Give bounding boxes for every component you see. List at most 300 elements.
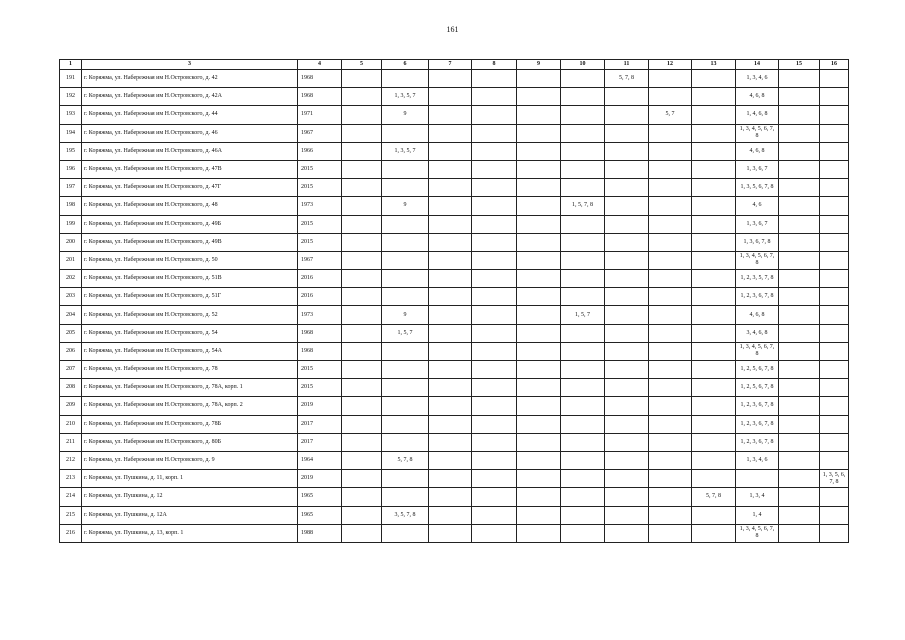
- col-9-cell: [517, 524, 561, 542]
- col-10-cell: [561, 506, 605, 524]
- col-12-cell: [649, 233, 692, 251]
- col-11-cell: [605, 197, 649, 215]
- table-row: [60, 342, 849, 360]
- col-8-cell: [472, 306, 517, 324]
- column-header: 1: [60, 60, 82, 70]
- col-13-cell: [692, 361, 736, 379]
- col-5-cell: [342, 288, 382, 306]
- row-number: 207: [60, 361, 82, 379]
- col-9-cell: [517, 88, 561, 106]
- col-13-cell: [692, 342, 736, 360]
- col-16-cell: [820, 270, 849, 288]
- col-7-cell: [429, 251, 472, 269]
- col-10-cell: [561, 470, 605, 488]
- col-14-cell: 1, 3, 4, 5, 6, 7, 8: [736, 251, 779, 269]
- col-14-cell: 1, 2, 3, 5, 7, 8: [736, 270, 779, 288]
- col-10-cell: [561, 379, 605, 397]
- col-6-cell: 9: [382, 106, 429, 124]
- col-16-cell: [820, 524, 849, 542]
- col-9-cell: [517, 270, 561, 288]
- col-12-cell: [649, 197, 692, 215]
- table-row: [60, 433, 849, 451]
- col-10-cell: [561, 524, 605, 542]
- col-5-cell: [342, 233, 382, 251]
- col-11-cell: [605, 142, 649, 160]
- col-7-cell: [429, 415, 472, 433]
- year-cell: 1968: [298, 70, 342, 88]
- address-cell: г. Коряжма, ул. Набережная им Н.Островского, д. 78: [82, 361, 298, 379]
- col-8-cell: [472, 342, 517, 360]
- col-12-cell: [649, 361, 692, 379]
- col-13-cell: [692, 506, 736, 524]
- row-number: 199: [60, 215, 82, 233]
- col-8-cell: [472, 361, 517, 379]
- table-row: [60, 233, 849, 251]
- col-15-cell: [779, 70, 820, 88]
- col-16-cell: [820, 197, 849, 215]
- col-5-cell: [342, 506, 382, 524]
- col-16-cell: [820, 379, 849, 397]
- col-11-cell: [605, 488, 649, 506]
- col-15-cell: [779, 197, 820, 215]
- row-number: 209: [60, 397, 82, 415]
- col-8-cell: [472, 160, 517, 178]
- col-5-cell: [342, 361, 382, 379]
- col-8-cell: [472, 506, 517, 524]
- row-number: 208: [60, 379, 82, 397]
- row-number: 194: [60, 124, 82, 142]
- col-10-cell: [561, 215, 605, 233]
- address-cell: г. Коряжма, ул. Набережная им Н.Островского, д. 46А: [82, 142, 298, 160]
- col-13-cell: [692, 124, 736, 142]
- col-5-cell: [342, 215, 382, 233]
- col-14-cell: 1, 3, 6, 7, 8: [736, 233, 779, 251]
- col-15-cell: [779, 488, 820, 506]
- col-8-cell: [472, 470, 517, 488]
- col-5-cell: [342, 470, 382, 488]
- col-16-cell: [820, 288, 849, 306]
- col-6-cell: [382, 179, 429, 197]
- col-10-cell: [561, 488, 605, 506]
- col-15-cell: [779, 433, 820, 451]
- year-cell: 1973: [298, 197, 342, 215]
- col-6-cell: [382, 270, 429, 288]
- col-16-cell: [820, 506, 849, 524]
- address-cell: г. Коряжма, ул. Набережная им Н.Островского, д. 78А, корп. 2: [82, 397, 298, 415]
- col-14-cell: 1, 3, 4, 5, 6, 7, 8: [736, 124, 779, 142]
- col-6-cell: [382, 251, 429, 269]
- col-12-cell: [649, 70, 692, 88]
- row-number: 192: [60, 88, 82, 106]
- address-cell: г. Коряжма, ул. Набережная им Н.Островского, д. 78А, корп. 1: [82, 379, 298, 397]
- col-15-cell: [779, 451, 820, 469]
- address-cell: г. Коряжма, ул. Пушкина, д. 12: [82, 488, 298, 506]
- table-row: [60, 488, 849, 506]
- col-11-cell: [605, 361, 649, 379]
- col-15-cell: [779, 306, 820, 324]
- col-5-cell: [342, 524, 382, 542]
- col-9-cell: [517, 142, 561, 160]
- col-8-cell: [472, 324, 517, 342]
- col-11-cell: [605, 433, 649, 451]
- table-row: [60, 470, 849, 488]
- col-13-cell: [692, 142, 736, 160]
- col-9-cell: [517, 361, 561, 379]
- col-13-cell: [692, 524, 736, 542]
- column-header: 3: [82, 60, 298, 70]
- col-15-cell: [779, 342, 820, 360]
- col-12-cell: [649, 124, 692, 142]
- col-7-cell: [429, 124, 472, 142]
- col-13-cell: [692, 288, 736, 306]
- col-14-cell: 4, 6, 8: [736, 142, 779, 160]
- col-12-cell: [649, 160, 692, 178]
- table-row: [60, 397, 849, 415]
- table-row: [60, 451, 849, 469]
- col-7-cell: [429, 433, 472, 451]
- col-15-cell: [779, 361, 820, 379]
- col-15-cell: [779, 324, 820, 342]
- col-9-cell: [517, 415, 561, 433]
- row-number: 201: [60, 251, 82, 269]
- col-16-cell: [820, 160, 849, 178]
- column-header: 15: [779, 60, 820, 70]
- col-13-cell: [692, 270, 736, 288]
- col-15-cell: [779, 415, 820, 433]
- column-header: 7: [429, 60, 472, 70]
- col-6-cell: 9: [382, 197, 429, 215]
- col-15-cell: [779, 88, 820, 106]
- col-14-cell: 4, 6, 8: [736, 88, 779, 106]
- year-cell: 2015: [298, 361, 342, 379]
- col-9-cell: [517, 488, 561, 506]
- col-5-cell: [342, 433, 382, 451]
- col-16-cell: [820, 361, 849, 379]
- col-10-cell: [561, 397, 605, 415]
- col-10-cell: [561, 361, 605, 379]
- col-15-cell: [779, 506, 820, 524]
- col-7-cell: [429, 506, 472, 524]
- col-6-cell: [382, 124, 429, 142]
- col-7-cell: [429, 197, 472, 215]
- col-8-cell: [472, 251, 517, 269]
- address-cell: г. Коряжма, ул. Набережная им Н.Островского, д. 47В: [82, 160, 298, 178]
- col-14-cell: 1, 3, 4, 6: [736, 451, 779, 469]
- col-9-cell: [517, 106, 561, 124]
- col-5-cell: [342, 179, 382, 197]
- col-16-cell: [820, 106, 849, 124]
- col-11-cell: [605, 179, 649, 197]
- col-7-cell: [429, 106, 472, 124]
- col-10-cell: [561, 270, 605, 288]
- address-cell: г. Коряжма, ул. Набережная им Н.Островского, д. 50: [82, 251, 298, 269]
- col-8-cell: [472, 197, 517, 215]
- col-7-cell: [429, 70, 472, 88]
- col-15-cell: [779, 106, 820, 124]
- col-9-cell: [517, 506, 561, 524]
- row-number: 202: [60, 270, 82, 288]
- col-16-cell: [820, 215, 849, 233]
- year-cell: 2017: [298, 433, 342, 451]
- col-10-cell: [561, 451, 605, 469]
- col-6-cell: [382, 70, 429, 88]
- row-number: 211: [60, 433, 82, 451]
- col-16-cell: [820, 179, 849, 197]
- table-row: [60, 160, 849, 178]
- column-header: 10: [561, 60, 605, 70]
- col-11-cell: [605, 233, 649, 251]
- col-5-cell: [342, 451, 382, 469]
- col-12-cell: [649, 215, 692, 233]
- year-cell: 1966: [298, 142, 342, 160]
- col-13-cell: [692, 324, 736, 342]
- col-6-cell: 1, 5, 7: [382, 324, 429, 342]
- address-cell: г. Коряжма, ул. Пушкина, д. 13, корп. 1: [82, 524, 298, 542]
- address-cell: г. Коряжма, ул. Набережная им Н.Островского, д. 54: [82, 324, 298, 342]
- col-11-cell: [605, 397, 649, 415]
- col-6-cell: [382, 470, 429, 488]
- col-5-cell: [342, 197, 382, 215]
- row-number: 193: [60, 106, 82, 124]
- table-row: [60, 251, 849, 269]
- col-10-cell: [561, 324, 605, 342]
- col-8-cell: [472, 488, 517, 506]
- year-cell: 1965: [298, 488, 342, 506]
- table-row: [60, 179, 849, 197]
- row-number: 200: [60, 233, 82, 251]
- col-15-cell: [779, 270, 820, 288]
- col-11-cell: [605, 215, 649, 233]
- table-row: [60, 524, 849, 542]
- col-7-cell: [429, 379, 472, 397]
- col-13-cell: [692, 215, 736, 233]
- col-8-cell: [472, 397, 517, 415]
- col-13-cell: [692, 415, 736, 433]
- col-7-cell: [429, 306, 472, 324]
- address-cell: г. Коряжма, ул. Набережная им Н.Островского, д. 54А: [82, 342, 298, 360]
- col-12-cell: [649, 470, 692, 488]
- col-14-cell: 1, 2, 5, 6, 7, 8: [736, 379, 779, 397]
- col-9-cell: [517, 70, 561, 88]
- col-8-cell: [472, 88, 517, 106]
- year-cell: 2015: [298, 160, 342, 178]
- col-9-cell: [517, 470, 561, 488]
- col-6-cell: [382, 215, 429, 233]
- col-15-cell: [779, 397, 820, 415]
- col-13-cell: [692, 179, 736, 197]
- col-11-cell: [605, 470, 649, 488]
- col-12-cell: [649, 488, 692, 506]
- col-11-cell: [605, 506, 649, 524]
- col-14-cell: 4, 6: [736, 197, 779, 215]
- col-11-cell: [605, 251, 649, 269]
- address-cell: г. Коряжма, ул. Набережная им Н.Островского, д. 47Г: [82, 179, 298, 197]
- col-11-cell: [605, 324, 649, 342]
- col-7-cell: [429, 451, 472, 469]
- col-8-cell: [472, 379, 517, 397]
- row-number: 204: [60, 306, 82, 324]
- col-9-cell: [517, 342, 561, 360]
- row-number: 205: [60, 324, 82, 342]
- address-cell: г. Коряжма, ул. Набережная им Н.Островского, д. 51Г: [82, 288, 298, 306]
- col-8-cell: [472, 451, 517, 469]
- col-5-cell: [342, 70, 382, 88]
- col-9-cell: [517, 197, 561, 215]
- col-11-cell: [605, 524, 649, 542]
- table-row: [60, 270, 849, 288]
- col-6-cell: [382, 342, 429, 360]
- col-16-cell: [820, 251, 849, 269]
- col-16-cell: [820, 88, 849, 106]
- col-14-cell: 1, 3, 5, 6, 7, 8: [736, 179, 779, 197]
- col-12-cell: [649, 270, 692, 288]
- col-5-cell: [342, 88, 382, 106]
- col-12-cell: [649, 524, 692, 542]
- col-16-cell: [820, 324, 849, 342]
- col-13-cell: [692, 106, 736, 124]
- register-table: [59, 59, 849, 543]
- col-14-cell: 1, 3, 4: [736, 488, 779, 506]
- col-12-cell: [649, 342, 692, 360]
- year-cell: 1973: [298, 306, 342, 324]
- table-row: [60, 197, 849, 215]
- col-12-cell: [649, 88, 692, 106]
- col-15-cell: [779, 379, 820, 397]
- table-row: [60, 324, 849, 342]
- col-15-cell: [779, 142, 820, 160]
- col-14-cell: 1, 3, 4, 5, 6, 7, 8: [736, 524, 779, 542]
- col-9-cell: [517, 160, 561, 178]
- col-8-cell: [472, 233, 517, 251]
- row-number: 203: [60, 288, 82, 306]
- col-14-cell: 1, 3, 6, 7: [736, 215, 779, 233]
- col-6-cell: 1, 3, 5, 7: [382, 142, 429, 160]
- column-header: 16: [820, 60, 849, 70]
- address-cell: г. Коряжма, ул. Набережная им Н.Островского, д. 44: [82, 106, 298, 124]
- col-12-cell: 5, 7: [649, 106, 692, 124]
- col-8-cell: [472, 124, 517, 142]
- year-cell: 1968: [298, 342, 342, 360]
- col-10-cell: [561, 88, 605, 106]
- col-8-cell: [472, 524, 517, 542]
- col-7-cell: [429, 160, 472, 178]
- year-cell: 2015: [298, 179, 342, 197]
- col-14-cell: 4, 6, 8: [736, 306, 779, 324]
- col-8-cell: [472, 215, 517, 233]
- col-13-cell: 5, 7, 8: [692, 488, 736, 506]
- col-16-cell: [820, 306, 849, 324]
- col-16-cell: [820, 342, 849, 360]
- col-10-cell: [561, 233, 605, 251]
- col-13-cell: [692, 70, 736, 88]
- table-row: [60, 70, 849, 88]
- address-cell: г. Коряжма, ул. Набережная им Н.Островского, д. 78Б: [82, 415, 298, 433]
- col-5-cell: [342, 397, 382, 415]
- col-10-cell: [561, 70, 605, 88]
- col-14-cell: 1, 3, 4, 5, 6, 7, 8: [736, 342, 779, 360]
- year-cell: 1967: [298, 251, 342, 269]
- col-6-cell: 9: [382, 306, 429, 324]
- table-row: [60, 142, 849, 160]
- col-11-cell: [605, 270, 649, 288]
- address-cell: г. Коряжма, ул. Набережная им Н.Островского, д. 52: [82, 306, 298, 324]
- col-7-cell: [429, 342, 472, 360]
- table-row: [60, 506, 849, 524]
- year-cell: 1964: [298, 451, 342, 469]
- col-6-cell: [382, 488, 429, 506]
- year-cell: 1968: [298, 88, 342, 106]
- year-cell: 1968: [298, 324, 342, 342]
- column-header: 4: [298, 60, 342, 70]
- col-14-cell: 1, 4, 6, 8: [736, 106, 779, 124]
- row-number: 212: [60, 451, 82, 469]
- col-14-cell: 1, 2, 3, 6, 7, 8: [736, 433, 779, 451]
- col-16-cell: [820, 451, 849, 469]
- col-10-cell: [561, 433, 605, 451]
- year-cell: 2016: [298, 288, 342, 306]
- col-7-cell: [429, 142, 472, 160]
- row-number: 216: [60, 524, 82, 542]
- col-12-cell: [649, 397, 692, 415]
- address-cell: г. Коряжма, ул. Набережная им Н.Островского, д. 51В: [82, 270, 298, 288]
- row-number: 213: [60, 470, 82, 488]
- row-number: 196: [60, 160, 82, 178]
- col-12-cell: [649, 288, 692, 306]
- col-9-cell: [517, 233, 561, 251]
- row-number: 210: [60, 415, 82, 433]
- col-5-cell: [342, 488, 382, 506]
- table-row: [60, 415, 849, 433]
- row-number: 197: [60, 179, 82, 197]
- col-6-cell: [382, 233, 429, 251]
- col-14-cell: [736, 470, 779, 488]
- col-11-cell: [605, 379, 649, 397]
- col-10-cell: [561, 160, 605, 178]
- col-16-cell: [820, 415, 849, 433]
- col-7-cell: [429, 215, 472, 233]
- table-row: [60, 306, 849, 324]
- col-9-cell: [517, 451, 561, 469]
- col-9-cell: [517, 288, 561, 306]
- col-9-cell: [517, 251, 561, 269]
- col-9-cell: [517, 306, 561, 324]
- col-13-cell: [692, 251, 736, 269]
- col-8-cell: [472, 288, 517, 306]
- column-header: 14: [736, 60, 779, 70]
- col-7-cell: [429, 88, 472, 106]
- col-13-cell: [692, 379, 736, 397]
- table-row: [60, 88, 849, 106]
- col-12-cell: [649, 415, 692, 433]
- header-row: [60, 60, 849, 70]
- col-15-cell: [779, 233, 820, 251]
- col-7-cell: [429, 524, 472, 542]
- col-10-cell: [561, 288, 605, 306]
- col-16-cell: [820, 397, 849, 415]
- col-6-cell: [382, 160, 429, 178]
- year-cell: 2019: [298, 397, 342, 415]
- col-5-cell: [342, 379, 382, 397]
- table-row: [60, 379, 849, 397]
- col-12-cell: [649, 433, 692, 451]
- col-15-cell: [779, 179, 820, 197]
- column-header: 9: [517, 60, 561, 70]
- col-16-cell: [820, 70, 849, 88]
- col-9-cell: [517, 324, 561, 342]
- column-header: 13: [692, 60, 736, 70]
- col-12-cell: [649, 451, 692, 469]
- col-8-cell: [472, 70, 517, 88]
